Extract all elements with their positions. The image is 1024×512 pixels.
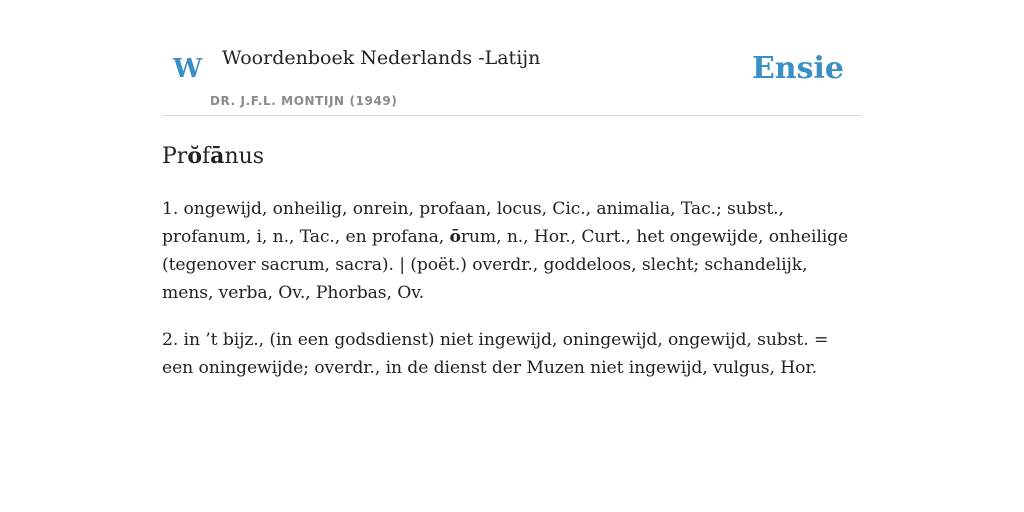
page: [162, 0, 862, 382]
definition-1-text-a: 1. ongewijd, onheilig, onrein, profaan, locus, Cic., animalia, Tac.; subst., profanum, i, n., Tac., en profana,: [162, 199, 784, 247]
ensie-logo-link[interactable]: Ensie: [751, 51, 844, 86]
book-header: [162, 0, 862, 116]
book-author: DR. J.F.L. MONTIJN (1949): [210, 94, 398, 108]
entry-headword: [162, 142, 862, 171]
headword-part: nus: [224, 144, 265, 169]
definition-1-text-b: rum, n., Hor., Curt., het ongewijde, onheilige (tegenover sacrum, sacra). | (poët.) overdr., goddeloos, slecht; schandelijk, mens, verba, Ov., Phorbas, Ov.: [162, 227, 849, 303]
headword-part: f: [202, 144, 211, 169]
book-title: Woordenboek Nederlands -Latijn: [222, 47, 541, 69]
headword-part: Pr: [162, 144, 188, 169]
headword-part-long-a: ā: [210, 143, 225, 169]
headword-part-short-o: ŏ: [187, 143, 203, 169]
definition-1: [162, 195, 862, 307]
definition-1-emphasis: ō: [449, 227, 461, 247]
definition-2: 2. in ’t bijz., (in een godsdienst) niet ingewijd, oningewijd, ongewijd, subst. = een oningewijde; overdr., in de dienst der Muzen niet ingewijd, vulgus, Hor.: [162, 330, 829, 378]
book-logo-icon: W: [173, 54, 203, 84]
